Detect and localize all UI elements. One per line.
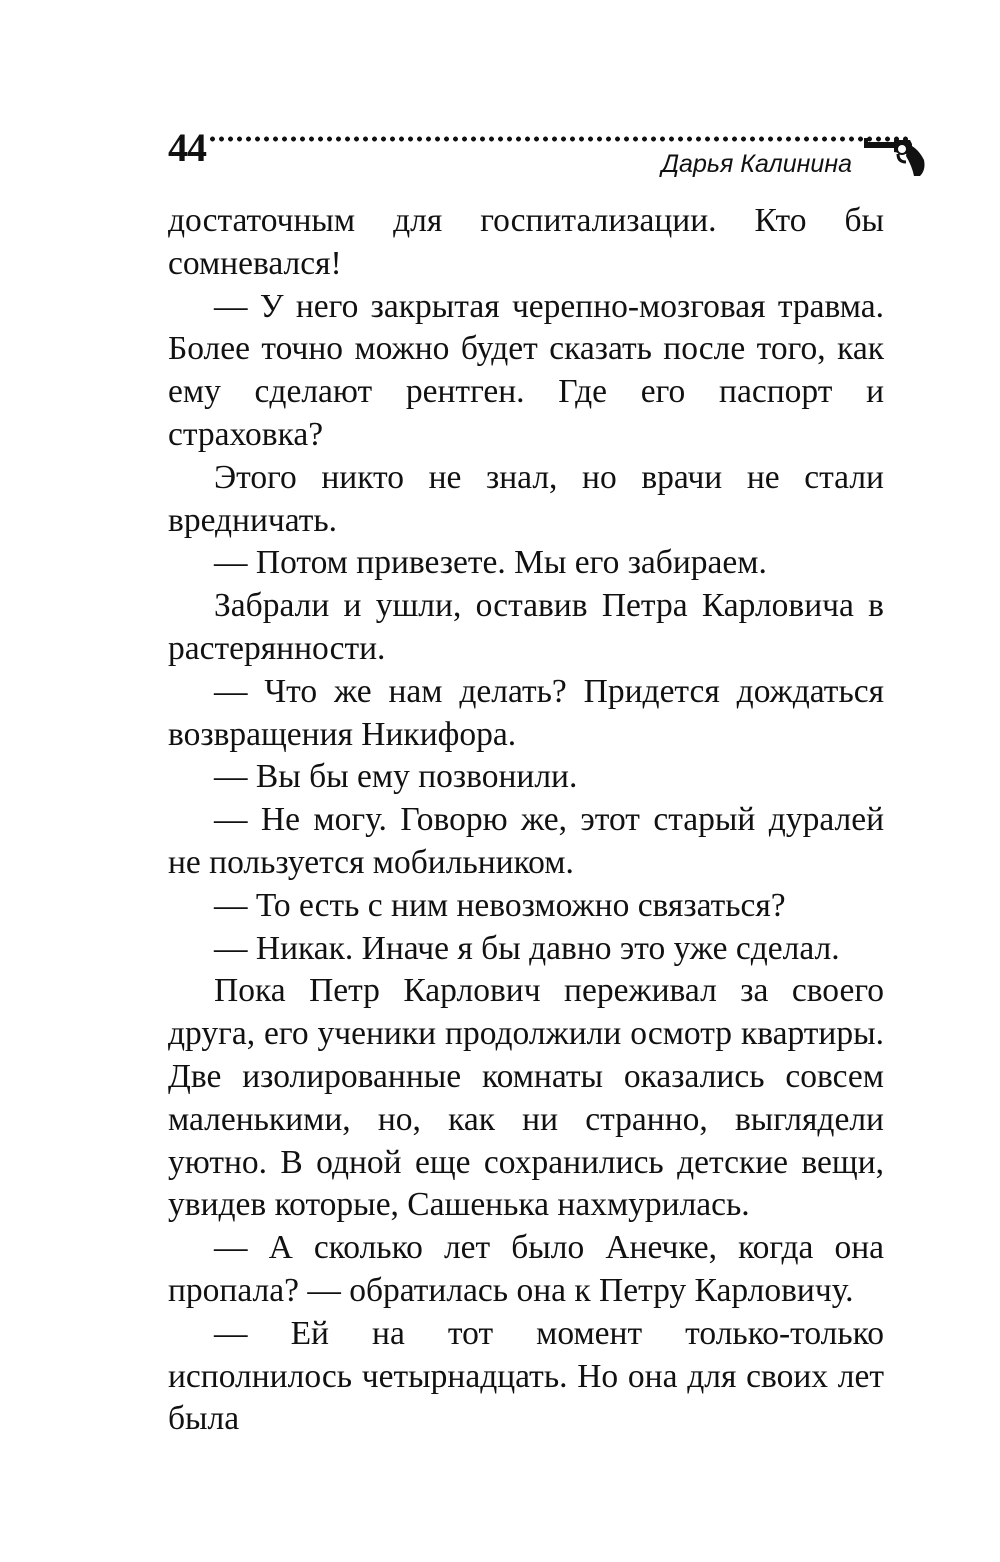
dotted-leader (208, 136, 908, 142)
paragraph: Забрали и ушли, оставив Петра Карловича в растерянности. (168, 587, 884, 667)
paragraph: — Потом привезете. Мы его забираем. (214, 544, 767, 582)
paragraph: Пока Петр Карлович переживал за своего друга, его ученики продолжили осмотр квартиры. Две изолированные комнаты оказались совсем маленькими, но, как ни странно, выглядели уютно. В одной еще сохранились детские вещи, увидев которые, Сашенька нахмурилась. (168, 972, 884, 1224)
paragraph: — Что же нам делать? Придется дождаться возвращения Никифора. (168, 672, 884, 753)
paragraph: — У него закрытая черепно-мозговая травма. Более точно можно будет сказать после того, как ему сделают рентген. Где его паспорт и страховка? (168, 287, 884, 453)
revolver-icon (864, 130, 928, 180)
paragraph: — То есть с ним невозможно связаться? (214, 886, 786, 924)
paragraph: — Никак. Иначе я бы давно это уже сделал. (214, 929, 840, 967)
running-header (168, 120, 928, 200)
paragraph: — Ей на тот момент только-только исполнилось четырнадцать. Но она для своих лет была (168, 1314, 884, 1438)
body-text (168, 200, 884, 1441)
paragraph: Этого никто не знал, но врачи не стали вредничать. (168, 458, 884, 539)
running-header-author: Дарья Калинина (661, 150, 852, 178)
paragraph: — Вы бы ему позвонили. (214, 758, 578, 796)
page-number: 44 (168, 125, 206, 170)
paragraph: — Не могу. Говорю же, этот старый дуралей не пользуется мобильником. (168, 801, 884, 881)
paragraph: достаточным для госпитализации. Кто бы сомневался! (168, 202, 884, 282)
paragraph: — А сколько лет было Анечке, когда она пропала? — обратилась она к Петру Карловичу. (168, 1229, 884, 1309)
